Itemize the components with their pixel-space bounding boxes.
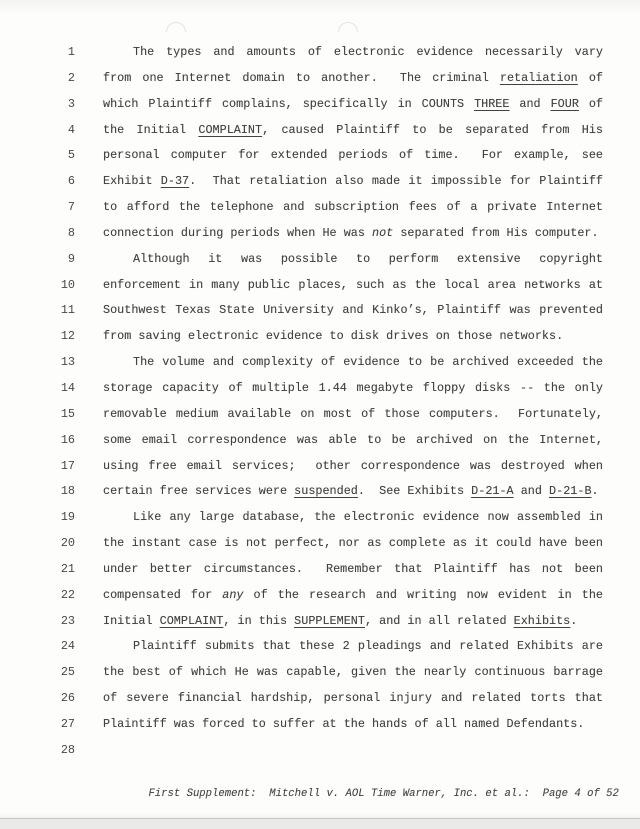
- document-line: [0, 350, 640, 376]
- plain-text: the best of which He was capable, given the nearly continuous barrage: [103, 665, 603, 680]
- line-text: [103, 92, 603, 118]
- line-text: [103, 712, 603, 738]
- plain-text: certain free services were: [103, 484, 295, 499]
- line-text: [103, 273, 603, 299]
- staple-mark-left-icon: [166, 22, 186, 32]
- plain-text: compensated for: [103, 587, 223, 602]
- italic-text: not: [372, 225, 394, 240]
- line-number: 7: [67, 200, 75, 215]
- line-text: [103, 609, 603, 635]
- document-line: [0, 92, 640, 118]
- document-line: [0, 738, 640, 764]
- line-number: 19: [60, 510, 75, 525]
- line-number: 3: [67, 96, 75, 111]
- line-number: 22: [60, 587, 75, 602]
- plain-text: enforcement in many public places, such as the local area networks at: [103, 277, 603, 292]
- line-text: [103, 376, 603, 402]
- line-text: [103, 143, 603, 169]
- plain-text: , and in all related: [364, 613, 514, 628]
- line-text: [103, 557, 603, 583]
- line-number: 9: [67, 251, 75, 266]
- plain-text: which Plaintiff complains, specifically in COUNTS: [103, 96, 475, 111]
- plain-text: of: [577, 70, 603, 85]
- document-line: [0, 583, 640, 609]
- line-number: 17: [60, 458, 75, 473]
- plain-text: personal computer for extended periods of time. For example, see: [103, 148, 603, 163]
- footer-text: First Supplement: Mitchell v. AOL Time Warner, Inc. et al.: Page 4 of 52: [148, 788, 619, 800]
- plain-text: separated from His computer.: [393, 225, 599, 240]
- line-number: 20: [60, 536, 75, 551]
- plain-text: Exhibit: [103, 174, 161, 189]
- document-line: [0, 195, 640, 221]
- page-footer: [123, 773, 619, 815]
- line-number: 1: [67, 45, 75, 59]
- document-line: [0, 402, 640, 428]
- line-number: 25: [60, 665, 75, 680]
- line-text: [103, 40, 603, 66]
- line-text: [103, 505, 603, 531]
- document-line: [0, 40, 640, 66]
- line-text: [103, 428, 603, 454]
- plain-text: to afford the telephone and subscription fees of a private Internet: [103, 200, 603, 215]
- document-line: [0, 454, 640, 480]
- underlined-text: THREE: [474, 96, 510, 111]
- document-line: [0, 479, 640, 505]
- line-number: 6: [67, 174, 75, 189]
- line-number: 13: [60, 355, 75, 370]
- underlined-text: D-37: [160, 174, 190, 189]
- document-line: [0, 143, 640, 169]
- line-text: [103, 324, 603, 350]
- line-text: [103, 247, 603, 273]
- plain-text: under better circumstances. Remember that Plaintiff has not been: [103, 561, 603, 576]
- plain-text: Southwest Texas State University and Kinko’s, Plaintiff was prevented: [103, 303, 603, 318]
- italic-text: any: [222, 587, 244, 602]
- document-line: [0, 712, 640, 738]
- plain-text: from saving electronic evidence to disk drives on those networks.: [103, 329, 564, 344]
- plain-text: . That retaliation also made it impossible for Plaintiff: [189, 174, 603, 189]
- line-number: 2: [67, 70, 75, 85]
- line-text: [103, 298, 603, 324]
- document-line: [0, 660, 640, 686]
- plain-text: The types and amounts of electronic evidence necessarily vary: [133, 45, 603, 59]
- document-line: [0, 247, 640, 273]
- plain-text: connection during periods when He was: [103, 225, 373, 240]
- line-number: 26: [60, 691, 75, 706]
- plain-text: the instant case is not perfect, nor as complete as it could have been: [103, 536, 603, 551]
- underlined-text: suspended: [294, 484, 358, 499]
- document-line: [0, 66, 640, 92]
- document-line: [0, 221, 640, 247]
- line-text: [103, 66, 603, 92]
- line-number: 15: [60, 406, 75, 421]
- document-line: [0, 273, 640, 299]
- plain-text: . See Exhibits: [357, 484, 472, 499]
- plain-text: Although it was possible to perform extensive copyright: [133, 251, 603, 266]
- line-number: 12: [60, 329, 75, 344]
- underlined-text: COMPLAINT: [198, 122, 263, 137]
- document-line: [0, 169, 640, 195]
- line-number: 24: [60, 639, 75, 654]
- plain-text: Initial: [103, 613, 160, 628]
- underlined-text: Exhibits: [513, 613, 571, 628]
- line-number: 28: [60, 742, 75, 757]
- document-line: [0, 118, 640, 144]
- plain-text: of: [578, 96, 603, 111]
- plain-text: removable medium available on most of those computers. Fortunately,: [103, 406, 603, 421]
- document-line: [0, 505, 640, 531]
- line-number: 21: [60, 561, 75, 576]
- pleading-line-list: [0, 40, 640, 764]
- plain-text: .: [591, 484, 599, 499]
- plain-text: Plaintiff submits that these 2 pleadings and related Exhibits are: [133, 639, 603, 654]
- line-text: [103, 686, 603, 712]
- line-text: [103, 195, 603, 221]
- plain-text: , in this: [223, 613, 295, 628]
- line-number: 23: [60, 613, 75, 628]
- document-line: [0, 634, 640, 660]
- underlined-text: D-21-B: [549, 484, 592, 499]
- line-text: [103, 583, 603, 609]
- line-number: 8: [67, 225, 75, 240]
- plain-text: from one Internet domain to another. The criminal: [103, 70, 500, 85]
- plain-text: some email correspondence was able to be archived on the Internet,: [103, 432, 603, 447]
- line-number: 11: [60, 303, 75, 318]
- plain-text: .: [570, 613, 578, 628]
- document-line: [0, 531, 640, 557]
- document-line: [0, 324, 640, 350]
- plain-text: The volume and complexity of evidence to be archived exceeded the: [133, 355, 603, 370]
- underlined-text: retaliation: [499, 70, 578, 85]
- line-number: 27: [60, 716, 75, 731]
- document-line: [0, 557, 640, 583]
- line-text: [103, 531, 603, 557]
- line-number: 4: [67, 122, 75, 137]
- document-line: [0, 428, 640, 454]
- plain-text: Plaintiff was forced to suffer at the hands of all named Defendants.: [103, 716, 585, 731]
- plain-text: of the research and writing now evident in the: [243, 587, 603, 602]
- line-text: [103, 118, 603, 144]
- line-number: 10: [60, 277, 75, 292]
- plain-text: and: [513, 484, 550, 499]
- plain-text: Like any large database, the electronic evidence now assembled in: [133, 510, 603, 525]
- line-text: [103, 454, 603, 480]
- underlined-text: COMPLAINT: [159, 613, 224, 628]
- document-line: [0, 376, 640, 402]
- plain-text: using free email services; other correspondence was destroyed when: [103, 458, 603, 473]
- plain-text: and: [509, 96, 551, 111]
- plain-text: of severe financial hardship, personal injury and related torts that: [103, 691, 603, 706]
- document-line: [0, 686, 640, 712]
- underlined-text: SUPPLEMENT: [294, 613, 365, 628]
- document-line: [0, 298, 640, 324]
- line-text: [103, 221, 603, 247]
- line-text: [103, 479, 603, 505]
- staple-mark-right-icon: [338, 22, 358, 32]
- line-number: 18: [60, 484, 75, 499]
- underlined-text: FOUR: [550, 96, 579, 111]
- page-bottom-edge: [0, 818, 640, 829]
- document-line: [0, 609, 640, 635]
- line-text: [103, 738, 603, 764]
- line-number: 14: [60, 380, 75, 395]
- plain-text: storage capacity of multiple 1.44 megabyte floppy disks -- the only: [103, 380, 603, 395]
- line-number: 5: [67, 148, 75, 163]
- plain-text: the Initial: [103, 122, 199, 137]
- line-text: [103, 402, 603, 428]
- line-text: [103, 634, 603, 660]
- line-text: [103, 350, 603, 376]
- plain-text: , caused Plaintiff to be separated from His: [262, 122, 603, 137]
- underlined-text: D-21-A: [471, 484, 514, 499]
- line-number: 16: [60, 432, 75, 447]
- line-text: [103, 660, 603, 686]
- line-text: [103, 169, 603, 195]
